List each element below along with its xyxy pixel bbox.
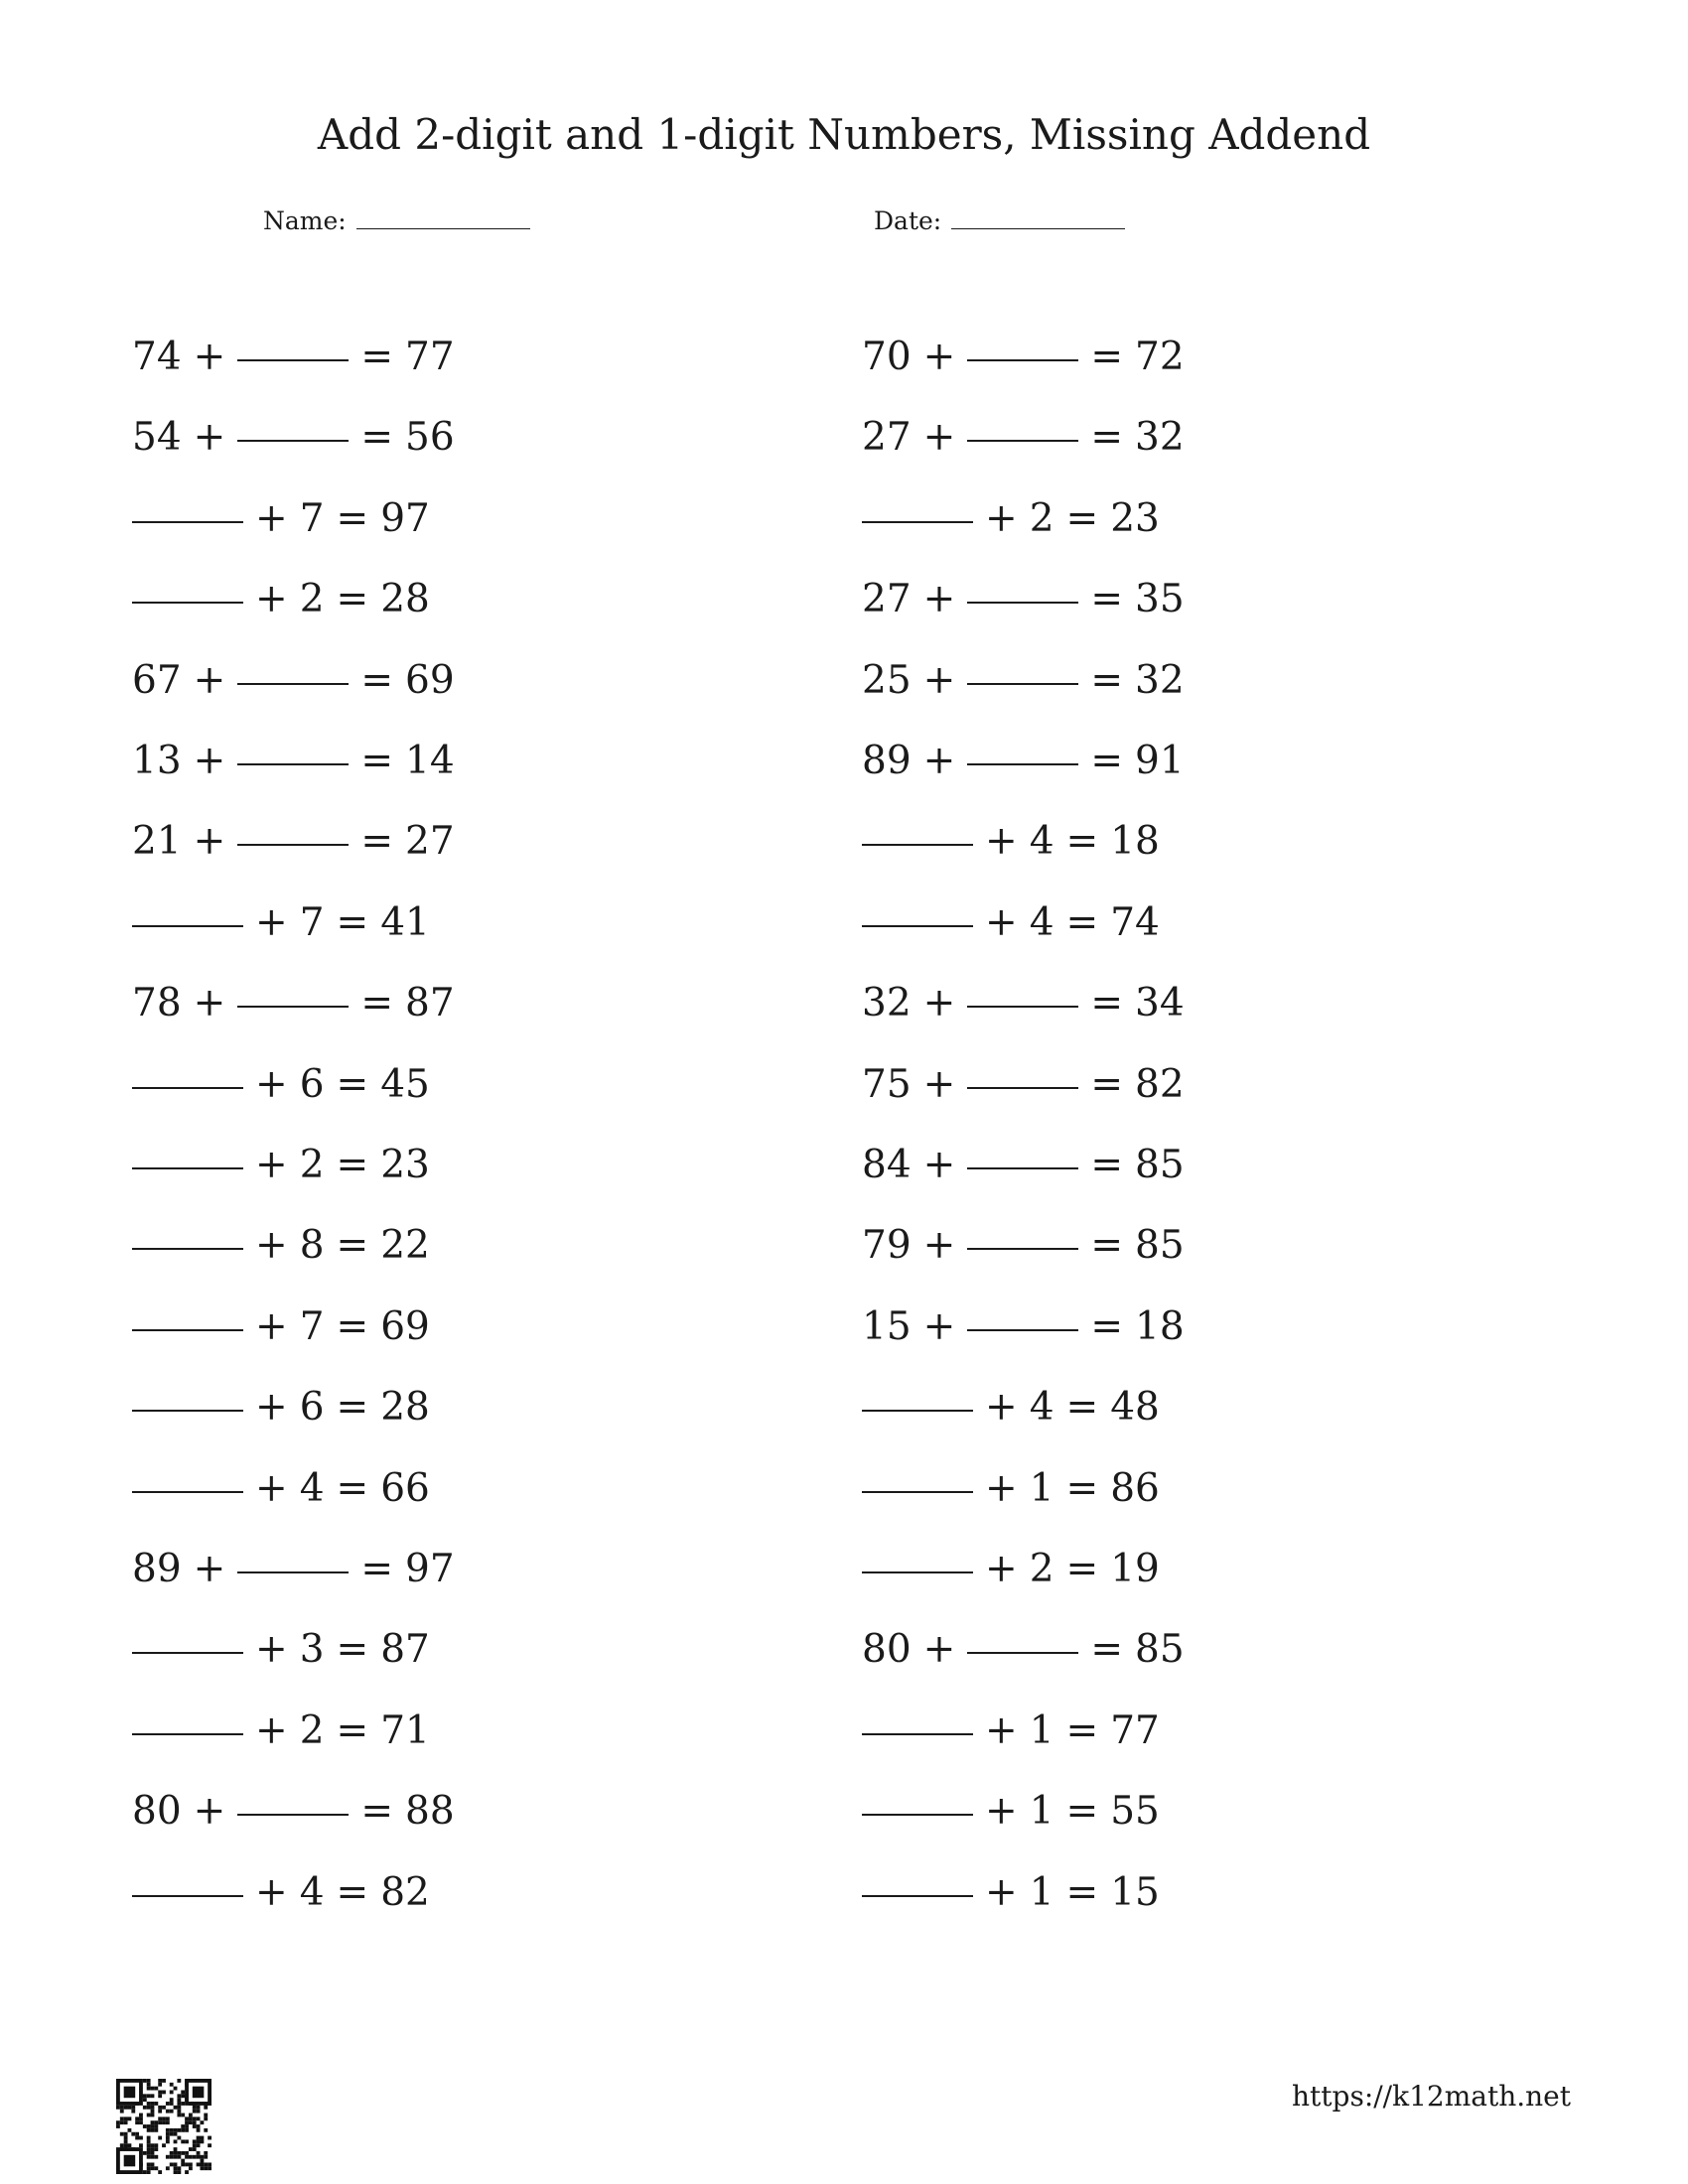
sum-value: 85 bbox=[1135, 1143, 1185, 1187]
problem-row bbox=[132, 1545, 455, 1594]
plus-sign: + bbox=[255, 577, 288, 622]
problem-row bbox=[132, 575, 430, 624]
addend-a: 78 bbox=[132, 981, 182, 1026]
equals-sign: = bbox=[360, 1789, 394, 1835]
sum-value: 56 bbox=[405, 415, 455, 461]
equals-sign: = bbox=[336, 495, 369, 541]
plus-sign: + bbox=[193, 1547, 226, 1591]
equals-sign: = bbox=[1090, 335, 1124, 379]
equals-sign: = bbox=[1065, 1385, 1099, 1431]
sum-value: 27 bbox=[405, 819, 455, 865]
answer-blank[interactable] bbox=[132, 521, 243, 523]
problem-row bbox=[862, 1625, 1185, 1675]
problem-row bbox=[132, 656, 455, 706]
answer-blank[interactable] bbox=[862, 1733, 973, 1735]
problem-row bbox=[862, 1060, 1185, 1110]
sum-value: 87 bbox=[380, 1627, 430, 1673]
answer-blank[interactable] bbox=[967, 1167, 1078, 1169]
plus-sign: + bbox=[985, 1547, 1018, 1591]
addend-a: 75 bbox=[862, 1061, 912, 1107]
page-title: Add 2-digit and 1-digit Numbers, Missing Addend bbox=[317, 110, 1371, 159]
sum-value: 23 bbox=[1110, 495, 1160, 541]
addend-a: 27 bbox=[862, 415, 912, 461]
plus-sign: + bbox=[255, 1869, 288, 1915]
problem-row bbox=[132, 898, 430, 948]
answer-blank[interactable] bbox=[237, 1006, 349, 1008]
sum-value: 15 bbox=[1110, 1869, 1160, 1915]
sum-value: 23 bbox=[380, 1143, 430, 1187]
problem-row bbox=[862, 1141, 1185, 1190]
date-line[interactable] bbox=[951, 228, 1125, 229]
addend-b: 8 bbox=[299, 1223, 325, 1269]
sum-value: 82 bbox=[1135, 1061, 1185, 1107]
answer-blank[interactable] bbox=[967, 359, 1078, 361]
answer-blank[interactable] bbox=[132, 1329, 243, 1331]
plus-sign: + bbox=[255, 1707, 288, 1753]
addend-a: 89 bbox=[862, 739, 912, 783]
problem-row bbox=[132, 1625, 430, 1675]
equals-sign: = bbox=[360, 739, 394, 783]
addend-b: 6 bbox=[299, 1061, 325, 1107]
problem-row bbox=[132, 1464, 430, 1514]
addend-b: 4 bbox=[1029, 1385, 1055, 1431]
sum-value: 86 bbox=[1110, 1465, 1160, 1511]
sum-value: 91 bbox=[1135, 739, 1185, 783]
equals-sign: = bbox=[336, 1465, 369, 1511]
sum-value: 28 bbox=[380, 1385, 430, 1431]
problem-row bbox=[132, 979, 455, 1028]
sum-value: 28 bbox=[380, 577, 430, 622]
addend-b: 7 bbox=[299, 495, 325, 541]
plus-sign: + bbox=[922, 1303, 956, 1349]
plus-sign: + bbox=[985, 495, 1018, 541]
equals-sign: = bbox=[336, 899, 369, 945]
answer-blank[interactable] bbox=[132, 1652, 243, 1654]
plus-sign: + bbox=[985, 1789, 1018, 1835]
problem-row bbox=[862, 494, 1160, 544]
sum-value: 74 bbox=[1110, 899, 1160, 945]
answer-blank[interactable] bbox=[967, 440, 1078, 442]
sum-value: 48 bbox=[1110, 1385, 1160, 1431]
sum-value: 97 bbox=[380, 495, 430, 541]
problem-row bbox=[862, 1464, 1160, 1514]
problem-row bbox=[862, 979, 1185, 1028]
plus-sign: + bbox=[255, 1143, 288, 1187]
addend-b: 2 bbox=[299, 1707, 325, 1753]
name-field[interactable] bbox=[263, 206, 530, 236]
answer-blank[interactable] bbox=[237, 1571, 349, 1573]
sum-value: 69 bbox=[405, 657, 455, 703]
plus-sign: + bbox=[255, 899, 288, 945]
plus-sign: + bbox=[985, 1385, 1018, 1431]
sum-value: 41 bbox=[380, 899, 430, 945]
plus-sign: + bbox=[922, 1627, 956, 1673]
problem-row bbox=[862, 1302, 1185, 1352]
equals-sign: = bbox=[336, 1303, 369, 1349]
sum-value: 18 bbox=[1135, 1303, 1185, 1349]
equals-sign: = bbox=[336, 1385, 369, 1431]
addend-a: 74 bbox=[132, 335, 182, 379]
sum-value: 14 bbox=[405, 739, 455, 783]
problem-row bbox=[132, 333, 455, 382]
problem-row bbox=[132, 1141, 430, 1190]
sum-value: 77 bbox=[405, 335, 455, 379]
addend-a: 67 bbox=[132, 657, 182, 703]
sum-value: 18 bbox=[1110, 819, 1160, 865]
addend-a: 13 bbox=[132, 739, 182, 783]
equals-sign: = bbox=[1065, 1465, 1099, 1511]
equals-sign: = bbox=[360, 415, 394, 461]
equals-sign: = bbox=[336, 1869, 369, 1915]
answer-blank[interactable] bbox=[862, 1814, 973, 1816]
addend-a: 79 bbox=[862, 1223, 912, 1269]
equals-sign: = bbox=[1065, 1547, 1099, 1591]
problem-row bbox=[862, 1383, 1160, 1433]
answer-blank[interactable] bbox=[132, 1491, 243, 1493]
sum-value: 66 bbox=[380, 1465, 430, 1511]
equals-sign: = bbox=[1090, 981, 1124, 1026]
equals-sign: = bbox=[1090, 1627, 1124, 1673]
answer-blank[interactable] bbox=[132, 925, 243, 927]
addend-a: 32 bbox=[862, 981, 912, 1026]
sum-value: 71 bbox=[380, 1707, 430, 1753]
answer-blank[interactable] bbox=[132, 1733, 243, 1735]
addend-a: 84 bbox=[862, 1143, 912, 1187]
addend-a: 15 bbox=[862, 1303, 912, 1349]
sum-value: 32 bbox=[1135, 415, 1185, 461]
equals-sign: = bbox=[1065, 1707, 1099, 1753]
addend-b: 1 bbox=[1029, 1707, 1055, 1753]
plus-sign: + bbox=[985, 1465, 1018, 1511]
answer-blank[interactable] bbox=[132, 1248, 243, 1250]
plus-sign: + bbox=[922, 739, 956, 783]
equals-sign: = bbox=[360, 657, 394, 703]
problem-row bbox=[132, 1868, 430, 1918]
plus-sign: + bbox=[255, 495, 288, 541]
problem-row bbox=[862, 575, 1185, 624]
plus-sign: + bbox=[193, 819, 226, 865]
problem-row bbox=[132, 1383, 430, 1433]
equals-sign: = bbox=[1090, 1303, 1124, 1349]
equals-sign: = bbox=[336, 577, 369, 622]
equals-sign: = bbox=[336, 1627, 369, 1673]
addend-b: 1 bbox=[1029, 1869, 1055, 1915]
problem-row bbox=[132, 494, 430, 544]
plus-sign: + bbox=[985, 819, 1018, 865]
answer-blank[interactable] bbox=[967, 1248, 1078, 1250]
footer-url[interactable]: https://k12math.net bbox=[1291, 2080, 1571, 2113]
problem-row bbox=[862, 656, 1185, 706]
plus-sign: + bbox=[193, 981, 226, 1026]
equals-sign: = bbox=[1065, 1869, 1099, 1915]
date-field[interactable] bbox=[874, 206, 1125, 236]
addend-b: 1 bbox=[1029, 1465, 1055, 1511]
equals-sign: = bbox=[1090, 1223, 1124, 1269]
addend-a: 89 bbox=[132, 1547, 182, 1591]
addend-b: 1 bbox=[1029, 1789, 1055, 1835]
equals-sign: = bbox=[1090, 415, 1124, 461]
answer-blank[interactable] bbox=[862, 1491, 973, 1493]
answer-blank[interactable] bbox=[862, 1410, 973, 1412]
sum-value: 85 bbox=[1135, 1223, 1185, 1269]
addend-b: 4 bbox=[1029, 899, 1055, 945]
qr-code-icon bbox=[116, 2079, 211, 2174]
plus-sign: + bbox=[922, 1223, 956, 1269]
addend-b: 7 bbox=[299, 899, 325, 945]
sum-value: 88 bbox=[405, 1789, 455, 1835]
plus-sign: + bbox=[985, 1707, 1018, 1753]
sum-value: 22 bbox=[380, 1223, 430, 1269]
addend-b: 6 bbox=[299, 1385, 325, 1431]
equals-sign: = bbox=[1090, 1143, 1124, 1187]
plus-sign: + bbox=[922, 981, 956, 1026]
answer-blank[interactable] bbox=[862, 844, 973, 846]
problem-row bbox=[862, 1706, 1160, 1756]
answer-blank[interactable] bbox=[132, 602, 243, 604]
plus-sign: + bbox=[922, 657, 956, 703]
name-label: Name: bbox=[263, 206, 347, 235]
problem-row bbox=[862, 817, 1160, 867]
addend-a: 21 bbox=[132, 819, 182, 865]
answer-blank[interactable] bbox=[237, 763, 349, 765]
plus-sign: + bbox=[985, 899, 1018, 945]
plus-sign: + bbox=[193, 739, 226, 783]
problem-row bbox=[862, 1545, 1160, 1594]
plus-sign: + bbox=[193, 415, 226, 461]
answer-blank[interactable] bbox=[237, 359, 349, 361]
answer-blank[interactable] bbox=[862, 1571, 973, 1573]
problem-row bbox=[862, 413, 1185, 463]
problem-row bbox=[862, 1868, 1160, 1918]
sum-value: 55 bbox=[1110, 1789, 1160, 1835]
addend-b: 2 bbox=[1029, 1547, 1055, 1591]
answer-blank[interactable] bbox=[967, 1006, 1078, 1008]
plus-sign: + bbox=[255, 1627, 288, 1673]
equals-sign: = bbox=[1065, 819, 1099, 865]
answer-blank[interactable] bbox=[237, 440, 349, 442]
equals-sign: = bbox=[1065, 495, 1099, 541]
problem-row bbox=[862, 1787, 1160, 1837]
answer-blank[interactable] bbox=[967, 683, 1078, 685]
plus-sign: + bbox=[193, 1789, 226, 1835]
problem-row bbox=[862, 737, 1185, 786]
equals-sign: = bbox=[1090, 1061, 1124, 1107]
plus-sign: + bbox=[922, 1143, 956, 1187]
equals-sign: = bbox=[1065, 899, 1099, 945]
problem-row bbox=[132, 817, 455, 867]
problem-row bbox=[132, 737, 455, 786]
answer-blank[interactable] bbox=[967, 602, 1078, 604]
answer-blank[interactable] bbox=[967, 1329, 1078, 1331]
addend-a: 27 bbox=[862, 577, 912, 622]
addend-b: 4 bbox=[1029, 819, 1055, 865]
sum-value: 32 bbox=[1135, 657, 1185, 703]
addend-a: 70 bbox=[862, 335, 912, 379]
sum-value: 69 bbox=[380, 1303, 430, 1349]
equals-sign: = bbox=[336, 1143, 369, 1187]
plus-sign: + bbox=[922, 415, 956, 461]
problem-row bbox=[132, 1787, 455, 1837]
answer-blank[interactable] bbox=[237, 1814, 349, 1816]
answer-blank[interactable] bbox=[862, 1895, 973, 1897]
equals-sign: = bbox=[1065, 1789, 1099, 1835]
answer-blank[interactable] bbox=[967, 1087, 1078, 1089]
sum-value: 85 bbox=[1135, 1627, 1185, 1673]
sum-value: 97 bbox=[405, 1547, 455, 1591]
sum-value: 77 bbox=[1110, 1707, 1160, 1753]
addend-b: 3 bbox=[299, 1627, 325, 1673]
equals-sign: = bbox=[1090, 657, 1124, 703]
plus-sign: + bbox=[255, 1465, 288, 1511]
addend-b: 7 bbox=[299, 1303, 325, 1349]
addend-b: 2 bbox=[1029, 495, 1055, 541]
addend-b: 4 bbox=[299, 1869, 325, 1915]
equals-sign: = bbox=[336, 1061, 369, 1107]
answer-blank[interactable] bbox=[237, 683, 349, 685]
plus-sign: + bbox=[922, 577, 956, 622]
sum-value: 19 bbox=[1110, 1547, 1160, 1591]
answer-blank[interactable] bbox=[967, 763, 1078, 765]
answer-blank[interactable] bbox=[967, 1652, 1078, 1654]
problem-row bbox=[132, 1221, 430, 1271]
sum-value: 45 bbox=[380, 1061, 430, 1107]
plus-sign: + bbox=[255, 1223, 288, 1269]
answer-blank[interactable] bbox=[132, 1167, 243, 1169]
answer-blank[interactable] bbox=[132, 1087, 243, 1089]
problem-row bbox=[132, 1302, 430, 1352]
addend-b: 2 bbox=[299, 1143, 325, 1187]
addend-b: 4 bbox=[299, 1465, 325, 1511]
plus-sign: + bbox=[193, 657, 226, 703]
equals-sign: = bbox=[360, 981, 394, 1026]
equals-sign: = bbox=[336, 1707, 369, 1753]
sum-value: 35 bbox=[1135, 577, 1185, 622]
answer-blank[interactable] bbox=[862, 521, 973, 523]
sum-value: 34 bbox=[1135, 981, 1185, 1026]
plus-sign: + bbox=[255, 1303, 288, 1349]
answer-blank[interactable] bbox=[132, 1410, 243, 1412]
equals-sign: = bbox=[360, 1547, 394, 1591]
equals-sign: = bbox=[1090, 739, 1124, 783]
addend-a: 80 bbox=[862, 1627, 912, 1673]
date-label: Date: bbox=[874, 206, 942, 235]
equals-sign: = bbox=[336, 1223, 369, 1269]
sum-value: 72 bbox=[1135, 335, 1185, 379]
plus-sign: + bbox=[255, 1061, 288, 1107]
problem-row bbox=[862, 1221, 1185, 1271]
sum-value: 82 bbox=[380, 1869, 430, 1915]
equals-sign: = bbox=[1090, 577, 1124, 622]
plus-sign: + bbox=[922, 335, 956, 379]
addend-a: 54 bbox=[132, 415, 182, 461]
plus-sign: + bbox=[985, 1869, 1018, 1915]
plus-sign: + bbox=[922, 1061, 956, 1107]
problem-row bbox=[862, 898, 1160, 948]
problem-row bbox=[132, 1060, 430, 1110]
problem-row bbox=[132, 1706, 430, 1756]
plus-sign: + bbox=[255, 1385, 288, 1431]
equals-sign: = bbox=[360, 335, 394, 379]
problem-row bbox=[132, 413, 455, 463]
sum-value: 87 bbox=[405, 981, 455, 1026]
plus-sign: + bbox=[193, 335, 226, 379]
addend-b: 2 bbox=[299, 577, 325, 622]
problem-row bbox=[862, 333, 1185, 382]
answer-blank[interactable] bbox=[237, 844, 349, 846]
answer-blank[interactable] bbox=[862, 925, 973, 927]
answer-blank[interactable] bbox=[132, 1895, 243, 1897]
addend-a: 25 bbox=[862, 657, 912, 703]
equals-sign: = bbox=[360, 819, 394, 865]
name-line[interactable] bbox=[356, 228, 530, 229]
addend-a: 80 bbox=[132, 1789, 182, 1835]
